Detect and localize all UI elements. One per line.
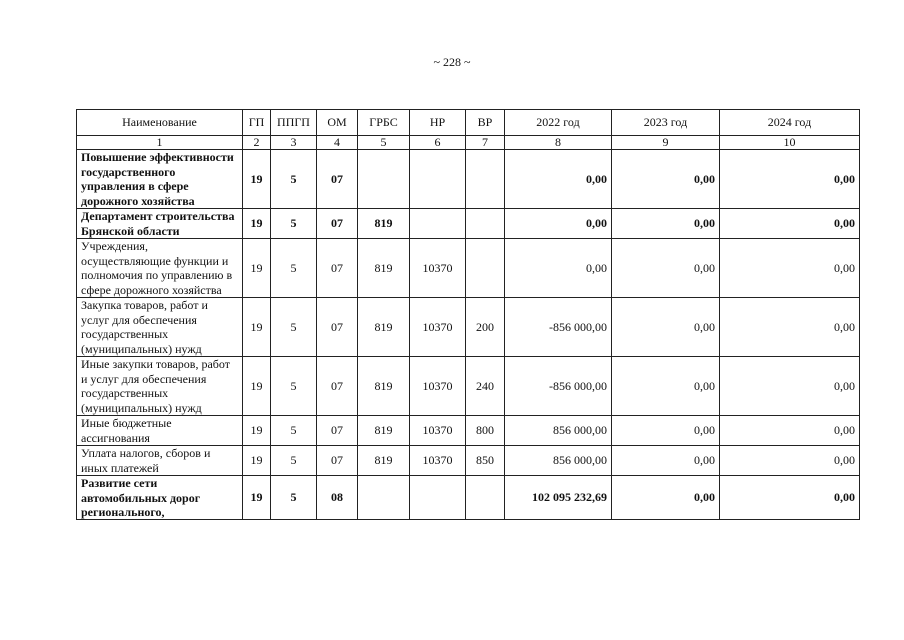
cell-2023: 0,00 (612, 476, 720, 520)
cell-ppgp: 5 (271, 476, 317, 520)
column-number: 5 (358, 136, 410, 150)
page-number: ~ 228 ~ (433, 55, 471, 69)
cell-grbs (358, 476, 410, 520)
cell-vr (466, 150, 505, 209)
cell-grbs (358, 150, 410, 209)
cell-2022: 856 000,00 (505, 416, 612, 446)
cell-vr: 800 (466, 416, 505, 446)
row-name: Учреждения, осуществляющие функции и полномочия по управлению в сфере дорожного хозяйства (77, 239, 243, 298)
cell-nr (410, 476, 466, 520)
cell-ppgp: 5 (271, 446, 317, 476)
cell-2022: -856 000,00 (505, 357, 612, 416)
cell-grbs: 819 (358, 239, 410, 298)
cell-nr: 10370 (410, 446, 466, 476)
cell-2024: 0,00 (720, 476, 860, 520)
column-number: 1 (77, 136, 243, 150)
row-name: Закупка товаров, работ и услуг для обеспечения государственных (муниципальных) нужд (77, 298, 243, 357)
cell-nr: 10370 (410, 239, 466, 298)
column-number: 9 (612, 136, 720, 150)
column-header-vr: ВР (466, 110, 505, 136)
cell-om: 07 (317, 298, 358, 357)
cell-om: 07 (317, 209, 358, 239)
column-header-2024: 2024 год (720, 110, 860, 136)
column-number: 4 (317, 136, 358, 150)
cell-ppgp: 5 (271, 239, 317, 298)
cell-nr (410, 150, 466, 209)
cell-2023: 0,00 (612, 209, 720, 239)
table-row (77, 150, 860, 209)
cell-ppgp: 5 (271, 357, 317, 416)
cell-om: 08 (317, 476, 358, 520)
row-name: Развитие сети автомобильных дорог регионального, (81, 476, 201, 519)
cell-vr (466, 239, 505, 298)
column-header-om: ОМ (317, 110, 358, 136)
cell-2023: 0,00 (612, 150, 720, 209)
row-name: Департамент строительства Брянской области (77, 209, 243, 239)
column-number: 7 (466, 136, 505, 150)
cell-gp: 19 (243, 357, 271, 416)
cell-gp: 19 (243, 209, 271, 239)
cell-vr: 200 (466, 298, 505, 357)
cell-grbs: 819 (358, 298, 410, 357)
cell-vr: 850 (466, 446, 505, 476)
cell-vr (466, 209, 505, 239)
cell-gp: 19 (243, 416, 271, 446)
cell-grbs: 819 (358, 209, 410, 239)
cell-grbs: 819 (358, 446, 410, 476)
cell-vr: 240 (466, 357, 505, 416)
cell-om: 07 (317, 357, 358, 416)
cell-om: 07 (317, 416, 358, 446)
cell-gp: 19 (243, 476, 271, 520)
column-header-name: Наименование (77, 110, 243, 136)
cell-vr (466, 476, 505, 520)
cell-grbs: 819 (358, 357, 410, 416)
column-header-nr: НР (410, 110, 466, 136)
column-number: 10 (720, 136, 860, 150)
column-number-row (77, 136, 860, 150)
row-name: Уплата налогов, сборов и иных платежей (77, 446, 243, 476)
cell-2022: 0,00 (505, 209, 612, 239)
table-row (77, 476, 860, 520)
cell-2024: 0,00 (720, 209, 860, 239)
table-row (77, 357, 860, 416)
budget-table (76, 109, 860, 520)
cell-2024: 0,00 (720, 150, 860, 209)
cell-2024: 0,00 (720, 298, 860, 357)
cell-ppgp: 5 (271, 416, 317, 446)
cell-2022: 0,00 (505, 239, 612, 298)
row-name: Иные бюджетные ассигнования (77, 416, 243, 446)
cell-gp: 19 (243, 150, 271, 209)
cell-gp: 19 (243, 298, 271, 357)
cell-nr: 10370 (410, 416, 466, 446)
column-number: 2 (243, 136, 271, 150)
table-row (77, 416, 860, 446)
row-name: Повышение эффективности государственного управления в сфере дорожного хозяйства (77, 150, 243, 209)
cell-nr: 10370 (410, 357, 466, 416)
cell-ppgp: 5 (271, 150, 317, 209)
table-row (77, 446, 860, 476)
cell-2023: 0,00 (612, 446, 720, 476)
row-name-cell (77, 476, 243, 520)
table-row (77, 209, 860, 239)
column-header-2023: 2023 год (612, 110, 720, 136)
cell-2023: 0,00 (612, 416, 720, 446)
cell-om: 07 (317, 239, 358, 298)
cell-2023: 0,00 (612, 357, 720, 416)
cell-2023: 0,00 (612, 239, 720, 298)
cell-2022: -856 000,00 (505, 298, 612, 357)
cell-om: 07 (317, 150, 358, 209)
cell-nr: 10370 (410, 298, 466, 357)
column-header-gp: ГП (243, 110, 271, 136)
column-header-ppgp: ППГП (271, 110, 317, 136)
table-row (77, 298, 860, 357)
table-row (77, 239, 860, 298)
cell-nr (410, 209, 466, 239)
cell-ppgp: 5 (271, 209, 317, 239)
cell-2024: 0,00 (720, 446, 860, 476)
cell-2023: 0,00 (612, 298, 720, 357)
cell-2022: 0,00 (505, 150, 612, 209)
column-header-grbs: ГРБС (358, 110, 410, 136)
cell-2024: 0,00 (720, 416, 860, 446)
cell-2022: 856 000,00 (505, 446, 612, 476)
cell-2022: 102 095 232,69 (505, 476, 612, 520)
cell-om: 07 (317, 446, 358, 476)
column-number: 3 (271, 136, 317, 150)
row-name: Иные закупки товаров, работ и услуг для обеспечения государственных (муниципальных) нужд (77, 357, 243, 416)
column-number: 8 (505, 136, 612, 150)
table-header-row (77, 110, 860, 136)
cell-gp: 19 (243, 239, 271, 298)
column-number: 6 (410, 136, 466, 150)
cell-grbs: 819 (358, 416, 410, 446)
cell-2024: 0,00 (720, 357, 860, 416)
cell-2024: 0,00 (720, 239, 860, 298)
cell-gp: 19 (243, 446, 271, 476)
cell-ppgp: 5 (271, 298, 317, 357)
column-header-2022: 2022 год (505, 110, 612, 136)
